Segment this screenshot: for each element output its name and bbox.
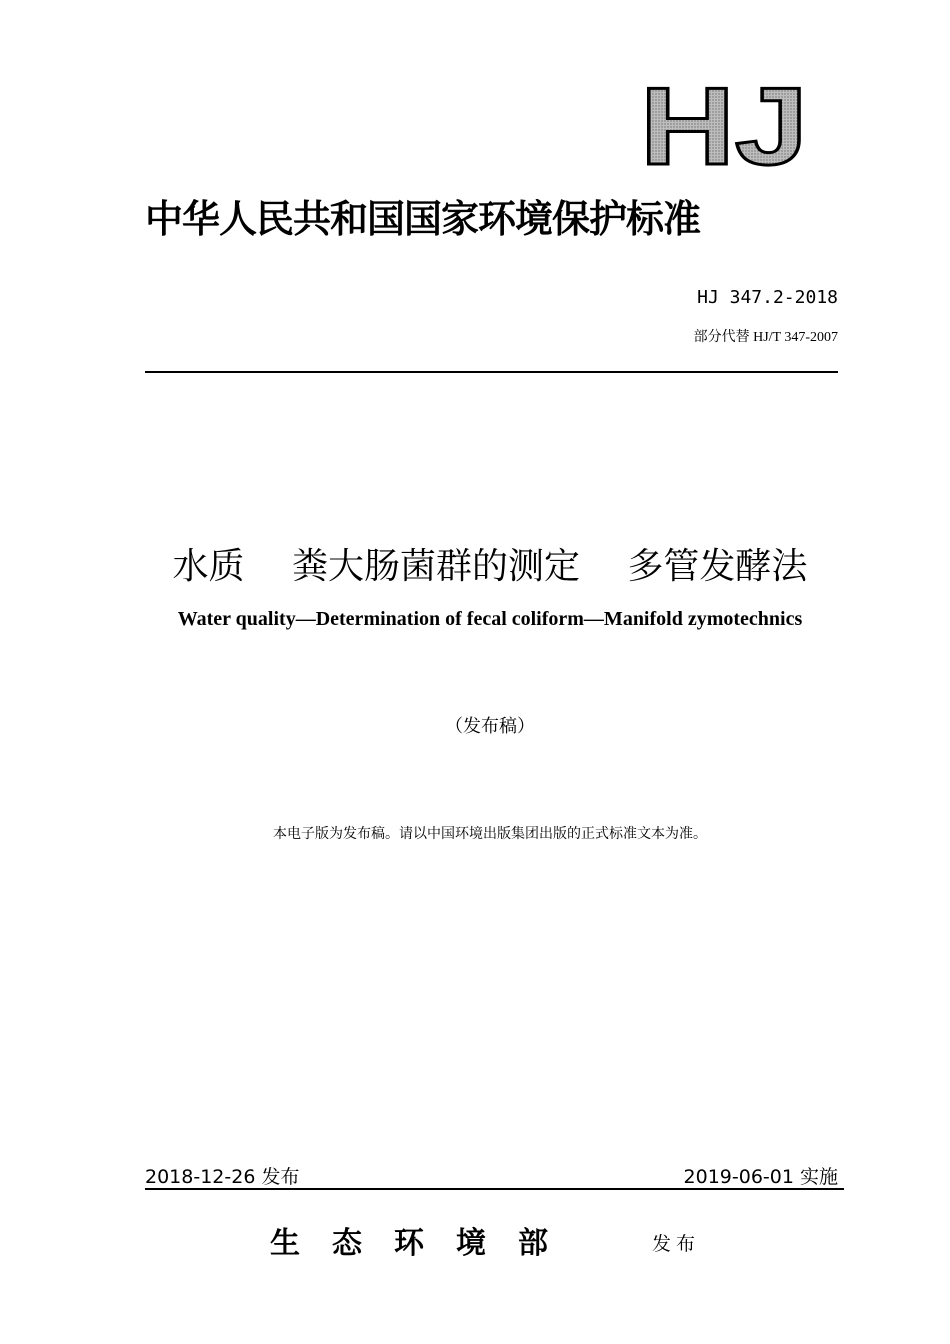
implementation-date: 2019-06-01 实施: [683, 1166, 838, 1188]
standard-number: HJ 347.2-2018: [697, 287, 838, 308]
org-title: 中华人民共和国国家环境保护标准: [145, 197, 701, 241]
publisher-name: 生态环境部: [270, 1226, 580, 1261]
publisher-suffix: 发布: [652, 1233, 701, 1255]
bottom-divider: [145, 1188, 844, 1190]
hj-logo-text: HJ: [640, 78, 808, 170]
replacement-note: 部分代替 HJ/T 347-2007: [693, 330, 838, 345]
edition-notice: 本电子版为发布稿。请以中国环境出版集团出版的正式标准文本为准。: [273, 826, 707, 842]
top-divider: [145, 371, 838, 373]
issue-date: 2018-12-26 发布: [145, 1166, 300, 1188]
english-title: Water quality—Determination of fecal coliform—Manifold zymotechnics: [177, 608, 803, 630]
draft-label: （发布稿）: [445, 716, 535, 737]
chinese-title: 水质 粪大肠菌群的测定 多管发酵法: [172, 546, 808, 587]
hj-logo: [640, 78, 810, 170]
